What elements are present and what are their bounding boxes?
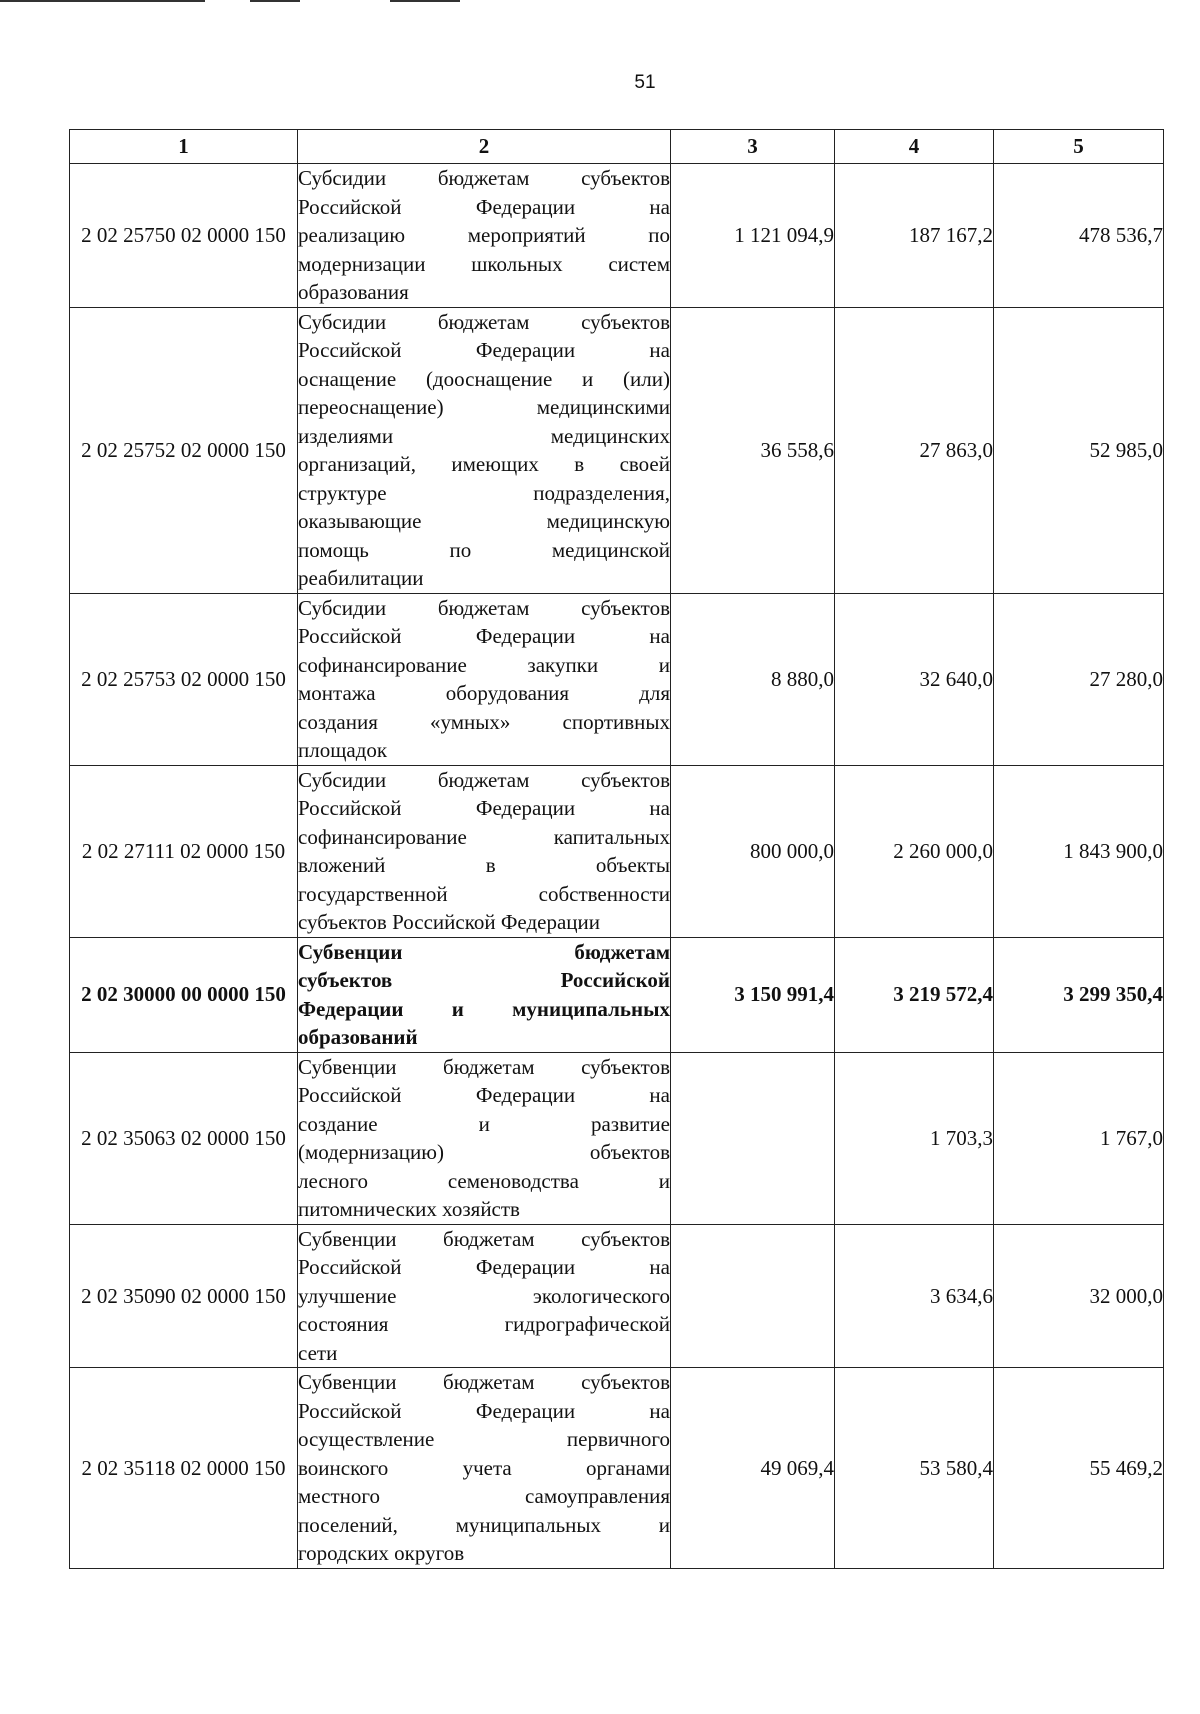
- description-line: софинансирование закупки и: [298, 652, 670, 677]
- income-description: [298, 1368, 671, 1569]
- amount-v5: 478 536,7: [994, 164, 1164, 308]
- table-row: [70, 1368, 1164, 1569]
- description-line: состояния гидрографической: [298, 1312, 670, 1336]
- budget-table: [69, 129, 1164, 1569]
- amount-v5: 3 299 350,4: [994, 937, 1164, 1052]
- description-line: вложений в объекты: [298, 853, 670, 877]
- classification-code: 2 02 25753 02 0000 150: [70, 593, 298, 765]
- column-header: 2: [298, 130, 671, 164]
- description-line: сети: [298, 1340, 338, 1365]
- description-line: субъектов Российской: [298, 968, 670, 992]
- description-line: модернизации школьных систем: [298, 251, 670, 276]
- description-line: Федерации и муниципальных: [298, 996, 670, 1021]
- description-line: реабилитации: [298, 566, 424, 590]
- amount-v4: 3 634,6: [835, 1224, 994, 1368]
- column-header: 4: [835, 130, 994, 164]
- classification-code: 2 02 35090 02 0000 150: [70, 1224, 298, 1368]
- description-line: реализацию мероприятий по: [298, 223, 670, 247]
- table-row: [70, 593, 1164, 765]
- income-description: [298, 307, 671, 593]
- description-line: софинансирование капитальных: [298, 824, 670, 849]
- amount-v3: 800 000,0: [671, 765, 835, 937]
- income-description: [298, 1052, 671, 1224]
- description-line: Субсидии бюджетам субъектов: [298, 309, 670, 334]
- description-line: создания «умных» спортивных: [298, 709, 670, 734]
- description-line: помощь по медицинской: [298, 537, 670, 562]
- description-line: организаций, имеющих в своей: [298, 452, 670, 476]
- description-line: Субвенции бюджетам субъектов: [298, 1226, 670, 1251]
- header-row: [70, 130, 1164, 164]
- top-rule: [250, 0, 300, 2]
- description-line: площадок: [298, 738, 388, 762]
- table-row: [70, 765, 1164, 937]
- description-line: Российской Федерации на: [298, 1083, 670, 1107]
- amount-v4: 1 703,3: [835, 1052, 994, 1224]
- description-line: (модернизацию) объектов: [298, 1140, 670, 1164]
- description-line: структуре подразделения,: [298, 480, 670, 505]
- description-line: лесного семеноводства и: [298, 1168, 670, 1193]
- description-line: монтажа оборудования для: [298, 681, 670, 705]
- income-description: [298, 765, 671, 937]
- description-line: воинского учета органами: [298, 1455, 670, 1480]
- amount-v4: 187 167,2: [835, 164, 994, 308]
- description-line: питомнических хозяйств: [298, 1197, 520, 1221]
- amount-v3: 8 880,0: [671, 593, 835, 765]
- table-row: [70, 1224, 1164, 1368]
- table-row: [70, 307, 1164, 593]
- column-header: 5: [994, 130, 1164, 164]
- description-line: поселений, муниципальных и: [298, 1512, 670, 1537]
- amount-v4: 3 219 572,4: [835, 937, 994, 1052]
- column-header: 1: [70, 130, 298, 164]
- description-line: изделиями медицинских: [298, 423, 670, 448]
- description-line: Российской Федерации на: [298, 338, 670, 362]
- description-line: Субвенции бюджетам субъектов: [298, 1054, 670, 1079]
- table-row: [70, 164, 1164, 308]
- description-line: оказывающие медицинскую: [298, 509, 670, 533]
- amount-v3: 49 069,4: [671, 1368, 835, 1569]
- description-line: образований: [298, 1025, 418, 1049]
- classification-code: 2 02 30000 00 0000 150: [70, 937, 298, 1052]
- income-description: [298, 937, 671, 1052]
- amount-v5: 1 843 900,0: [994, 765, 1164, 937]
- amount-v3: 3 150 991,4: [671, 937, 835, 1052]
- description-line: Субвенции бюджетам субъектов: [298, 1370, 670, 1394]
- income-description: [298, 164, 671, 308]
- amount-v5: 32 000,0: [994, 1224, 1164, 1368]
- description-line: Российской Федерации на: [298, 624, 670, 648]
- amount-v4: 53 580,4: [835, 1368, 994, 1569]
- amount-v4: 2 260 000,0: [835, 765, 994, 937]
- amount-v5: 52 985,0: [994, 307, 1164, 593]
- classification-code: 2 02 27111 02 0000 150: [70, 765, 298, 937]
- description-line: осуществление первичного: [298, 1427, 670, 1451]
- table-row: [70, 1052, 1164, 1224]
- description-line: улучшение экологического: [298, 1283, 670, 1308]
- table-row: [70, 937, 1164, 1052]
- amount-v3: [671, 1052, 835, 1224]
- description-line: переоснащение) медицинскими: [298, 395, 670, 419]
- description-line: Российской Федерации на: [298, 194, 670, 219]
- amount-v5: 27 280,0: [994, 593, 1164, 765]
- income-description: [298, 593, 671, 765]
- description-line: Субсидии бюджетам субъектов: [298, 767, 670, 792]
- amount-v5: 55 469,2: [994, 1368, 1164, 1569]
- description-line: образования: [298, 280, 409, 304]
- description-line: Субсидии бюджетам субъектов: [298, 595, 670, 620]
- description-line: субъектов Российской Федерации: [298, 910, 601, 934]
- income-description: [298, 1224, 671, 1368]
- description-line: местного самоуправления: [298, 1484, 670, 1508]
- description-line: Российской Федерации на: [298, 796, 670, 820]
- description-line: оснащение (дооснащение и (или): [298, 366, 670, 391]
- description-line: государственной собственности: [298, 881, 670, 906]
- top-rule: [390, 0, 460, 2]
- classification-code: 2 02 35118 02 0000 150: [70, 1368, 298, 1569]
- amount-v5: 1 767,0: [994, 1052, 1164, 1224]
- page-number: 51: [634, 72, 656, 93]
- description-line: Субвенции бюджетам: [298, 939, 670, 964]
- classification-code: 2 02 25752 02 0000 150: [70, 307, 298, 593]
- description-line: Российской Федерации на: [298, 1398, 670, 1423]
- amount-v3: 1 121 094,9: [671, 164, 835, 308]
- description-line: Российской Федерации на: [298, 1255, 670, 1279]
- column-header: 3: [671, 130, 835, 164]
- classification-code: 2 02 25750 02 0000 150: [70, 164, 298, 308]
- description-line: создание и развитие: [298, 1111, 670, 1136]
- top-rule: [0, 0, 205, 2]
- description-line: городских округов: [298, 1541, 465, 1565]
- amount-v3: 36 558,6: [671, 307, 835, 593]
- amount-v3: [671, 1224, 835, 1368]
- description-line: Субсидии бюджетам субъектов: [298, 166, 670, 190]
- amount-v4: 27 863,0: [835, 307, 994, 593]
- amount-v4: 32 640,0: [835, 593, 994, 765]
- classification-code: 2 02 35063 02 0000 150: [70, 1052, 298, 1224]
